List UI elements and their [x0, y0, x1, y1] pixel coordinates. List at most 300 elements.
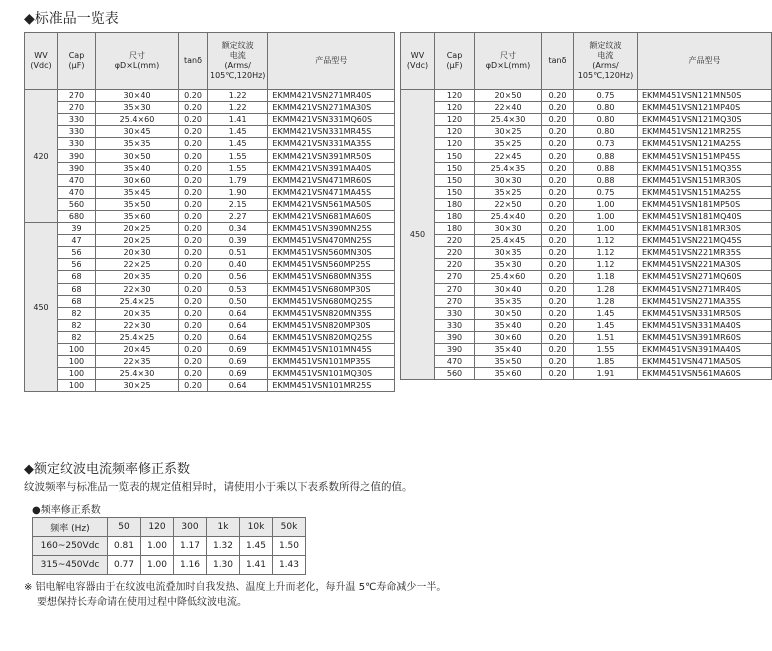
ripple-cell: 1.00 [574, 198, 638, 210]
cap-cell: 68 [58, 283, 96, 295]
model-cell: EKMM451VSN680MP30S [268, 283, 395, 295]
cap-cell: 680 [58, 210, 96, 222]
voltage-range-cell: 160~250Vdc [33, 537, 108, 556]
tan-cell: 0.20 [179, 90, 208, 102]
table-row [401, 368, 772, 380]
table-row [25, 186, 395, 198]
tan-cell: 0.20 [542, 368, 574, 380]
size-cell: 20×35 [96, 307, 179, 319]
tan-cell: 0.20 [542, 356, 574, 368]
table-row [25, 331, 395, 343]
table-row [25, 259, 395, 271]
tan-cell: 0.20 [542, 343, 574, 355]
size-cell: 30×60 [96, 174, 179, 186]
freq-col-header: 300 [174, 518, 207, 537]
ripple-cell: 0.50 [208, 295, 268, 307]
tan-cell: 0.20 [542, 331, 574, 343]
ripple-cell: 1.18 [574, 271, 638, 283]
model-cell: EKMM421VSN391MR50S [268, 150, 395, 162]
ripple-cell: 0.64 [208, 331, 268, 343]
model-cell: EKMM451VSN101MQ30S [268, 368, 395, 380]
tan-cell: 0.20 [179, 138, 208, 150]
cap-cell: 270 [58, 90, 96, 102]
spec-table-left [24, 32, 395, 392]
cap-cell: 330 [58, 126, 96, 138]
tan-cell: 0.20 [179, 343, 208, 355]
model-cell: EKMM451VSN391MA40S [638, 343, 772, 355]
model-cell: EKMM421VSN271MA30S [268, 102, 395, 114]
model-cell: EKMM451VSN331MA40S [638, 319, 772, 331]
tan-cell: 0.20 [179, 307, 208, 319]
size-cell: 20×25 [96, 235, 179, 247]
cap-cell: 39 [58, 223, 96, 235]
tan-cell: 0.20 [179, 368, 208, 380]
table-row [25, 271, 395, 283]
note-line-2: 要想保持长寿命请在使用过程中降低纹波电流。 [37, 597, 247, 608]
cap-cell: 180 [435, 210, 475, 222]
table-row [25, 295, 395, 307]
ripple-cell: 1.22 [208, 90, 268, 102]
freq-col-header: 1k [207, 518, 240, 537]
model-cell: EKMM451VSN221MQ45S [638, 235, 772, 247]
ripple-cell: 0.88 [574, 162, 638, 174]
model-cell: EKMM451VSN101MP35S [268, 356, 395, 368]
table-row [25, 114, 395, 126]
size-cell: 30×25 [96, 380, 179, 392]
table-row [25, 174, 395, 186]
cap-cell: 390 [435, 331, 475, 343]
model-cell: EKMM451VSN151MA25S [638, 186, 772, 198]
tan-cell: 0.20 [542, 283, 574, 295]
cap-cell: 100 [58, 343, 96, 355]
ripple-cell: 1.79 [208, 174, 268, 186]
size-cell: 35×45 [96, 186, 179, 198]
tan-cell: 0.20 [179, 150, 208, 162]
model-cell: EKMM451VSN331MR50S [638, 307, 772, 319]
ripple-cell: 1.12 [574, 259, 638, 271]
cap-cell: 150 [435, 186, 475, 198]
tan-cell: 0.20 [179, 295, 208, 307]
table-row [401, 319, 772, 331]
coefficient-cell: 0.77 [108, 556, 141, 575]
table-row [401, 186, 772, 198]
table-row [401, 247, 772, 259]
cap-cell: 82 [58, 307, 96, 319]
ripple-cell: 1.55 [208, 150, 268, 162]
tan-cell: 0.20 [542, 307, 574, 319]
size-cell: 30×30 [475, 223, 542, 235]
table-row [401, 307, 772, 319]
model-cell: EKMM451VSN101MN45S [268, 343, 395, 355]
ripple-cell: 0.69 [208, 356, 268, 368]
tan-cell: 0.20 [179, 186, 208, 198]
coefficient-cell: 1.50 [273, 537, 306, 556]
ripple-cell: 2.27 [208, 210, 268, 222]
table-row [25, 138, 395, 150]
table-row [401, 162, 772, 174]
table-row [401, 138, 772, 150]
cap-cell: 100 [58, 368, 96, 380]
cap-cell: 100 [58, 356, 96, 368]
table-row [401, 210, 772, 222]
size-cell: 22×30 [96, 283, 179, 295]
ripple-cell: 1.28 [574, 283, 638, 295]
ripple-cell: 0.34 [208, 223, 268, 235]
model-cell: EKMM421VSN331MQ60S [268, 114, 395, 126]
model-cell: EKMM451VSN121MQ30S [638, 114, 772, 126]
cap-cell: 220 [435, 247, 475, 259]
coefficient-cell: 1.43 [273, 556, 306, 575]
model-cell: EKMM451VSN560MN30S [268, 247, 395, 259]
ripple-cell: 0.75 [574, 90, 638, 102]
tan-cell: 0.20 [179, 283, 208, 295]
ripple-header: 额定纹波 电流 (Arms/ 105℃,120Hz) [208, 33, 268, 90]
size-cell: 30×50 [475, 307, 542, 319]
size-cell: 35×35 [475, 295, 542, 307]
cap-cell: 390 [58, 150, 96, 162]
ripple-cell: 1.85 [574, 356, 638, 368]
wv-cell: 450 [401, 90, 435, 380]
ripple-cell: 0.39 [208, 235, 268, 247]
tan-header: tanδ [542, 33, 574, 90]
model-cell: EKMM451VSN390MN25S [268, 223, 395, 235]
table-row [401, 126, 772, 138]
size-cell: 35×25 [475, 186, 542, 198]
coefficient-cell: 1.30 [207, 556, 240, 575]
ripple-cell: 0.64 [208, 319, 268, 331]
ripple-cell: 1.51 [574, 331, 638, 343]
table-row [25, 126, 395, 138]
size-cell: 35×60 [96, 210, 179, 222]
table-row [25, 368, 395, 380]
ripple-cell: 1.12 [574, 247, 638, 259]
section-description: 纹波频率与标准品一览表的规定值相异时，请使用小于乘以下表系数所得之值的值。 [24, 481, 413, 493]
size-cell: 25.4×30 [96, 368, 179, 380]
size-cell: 35×40 [475, 343, 542, 355]
ripple-cell: 0.69 [208, 343, 268, 355]
tan-cell: 0.20 [179, 174, 208, 186]
model-cell: EKMM451VSN820MP30S [268, 319, 395, 331]
cap-cell: 47 [58, 235, 96, 247]
model-cell: EKMM451VSN470MN25S [268, 235, 395, 247]
wv-cell: 450 [25, 223, 58, 392]
ripple-cell: 1.55 [574, 343, 638, 355]
model-cell: EKMM451VSN151MP45S [638, 150, 772, 162]
cap-cell: 120 [435, 126, 475, 138]
ripple-cell: 1.55 [208, 162, 268, 174]
ripple-cell: 1.00 [574, 223, 638, 235]
tan-cell: 0.20 [542, 235, 574, 247]
size-cell: 35×50 [96, 198, 179, 210]
table-row [401, 295, 772, 307]
model-cell: EKMM451VSN391MR60S [638, 331, 772, 343]
tan-cell: 0.20 [179, 331, 208, 343]
model-cell: EKMM451VSN221MR35S [638, 247, 772, 259]
cap-cell: 270 [435, 271, 475, 283]
tan-cell: 0.20 [179, 223, 208, 235]
model-cell: EKMM451VSN101MR25S [268, 380, 395, 392]
cap-cell: 390 [58, 162, 96, 174]
cap-cell: 68 [58, 271, 96, 283]
section-title: ◆额定纹波电流频率修正系数 [24, 462, 190, 477]
size-cell: 20×30 [96, 247, 179, 259]
size-cell: 25.4×35 [475, 162, 542, 174]
size-cell: 25.4×45 [475, 235, 542, 247]
cap-cell: 150 [435, 174, 475, 186]
note [24, 580, 446, 610]
table-row [401, 259, 772, 271]
tan-cell: 0.20 [542, 138, 574, 150]
size-cell: 25.4×60 [96, 114, 179, 126]
tan-cell: 0.20 [542, 198, 574, 210]
model-cell: EKMM421VSN681MA60S [268, 210, 395, 222]
tan-cell: 0.20 [179, 356, 208, 368]
table-row [25, 319, 395, 331]
ripple-cell: 1.00 [574, 210, 638, 222]
cap-cell: 220 [435, 259, 475, 271]
model-cell: EKMM451VSN271MA35S [638, 295, 772, 307]
ripple-cell: 0.51 [208, 247, 268, 259]
cap-cell: 180 [435, 223, 475, 235]
model-cell: EKMM421VSN331MA35S [268, 138, 395, 150]
table-row [25, 343, 395, 355]
model-cell: EKMM451VSN820MN35S [268, 307, 395, 319]
model-cell: EKMM451VSN680MQ25S [268, 295, 395, 307]
model-cell: EKMM451VSN181MQ40S [638, 210, 772, 222]
cap-cell: 330 [435, 319, 475, 331]
coefficient-cell: 1.32 [207, 537, 240, 556]
cap-cell: 120 [435, 102, 475, 114]
model-cell: EKMM451VSN151MQ35S [638, 162, 772, 174]
model-cell: EKMM421VSN331MR45S [268, 126, 395, 138]
size-cell: 35×35 [96, 138, 179, 150]
spec-table-right [400, 32, 772, 380]
ripple-header: 额定纹波 电流 (Arms/ 105℃,120Hz) [574, 33, 638, 90]
size-cell: 25.4×25 [96, 331, 179, 343]
size-cell: 30×25 [475, 126, 542, 138]
ripple-cell: 1.12 [574, 235, 638, 247]
cap-cell: 56 [58, 259, 96, 271]
ripple-cell: 1.45 [208, 126, 268, 138]
model-cell: EKMM451VSN181MP50S [638, 198, 772, 210]
table-row [25, 150, 395, 162]
ripple-cell: 0.40 [208, 259, 268, 271]
table-row [401, 235, 772, 247]
ripple-cell: 1.22 [208, 102, 268, 114]
size-cell: 25.4×30 [475, 114, 542, 126]
tan-cell: 0.20 [542, 223, 574, 235]
table-row [25, 102, 395, 114]
freq-row [33, 556, 306, 575]
freq-label-header: 频率 (Hz) [33, 518, 108, 537]
size-header: 尺寸 φD×L(mm) [475, 33, 542, 90]
tan-header: tanδ [179, 33, 208, 90]
cap-cell: 270 [58, 102, 96, 114]
ripple-cell: 1.91 [574, 368, 638, 380]
size-cell: 22×40 [475, 102, 542, 114]
table-row [401, 174, 772, 186]
size-cell: 20×25 [96, 223, 179, 235]
cap-cell: 390 [435, 343, 475, 355]
size-cell: 35×40 [475, 319, 542, 331]
cap-cell: 120 [435, 114, 475, 126]
freq-header-row [33, 518, 306, 537]
coefficient-cell: 1.41 [240, 556, 273, 575]
size-cell: 35×30 [96, 102, 179, 114]
size-cell: 35×40 [96, 162, 179, 174]
table-row [401, 90, 772, 102]
cap-cell: 330 [435, 307, 475, 319]
size-cell: 22×30 [96, 319, 179, 331]
size-cell: 35×25 [475, 138, 542, 150]
frequency-table [32, 517, 306, 575]
ripple-cell: 0.64 [208, 307, 268, 319]
ripple-cell: 0.56 [208, 271, 268, 283]
wv-header: WV (Vdc) [401, 33, 435, 90]
tan-cell: 0.20 [542, 186, 574, 198]
size-cell: 35×50 [475, 356, 542, 368]
ripple-cell: 1.90 [208, 186, 268, 198]
wv-header: WV (Vdc) [25, 33, 58, 90]
table-row [25, 247, 395, 259]
cap-cell: 180 [435, 198, 475, 210]
note-line-1: ※ 铝电解电容器由于在纹波电流叠加时自我发热、温度上升而老化，每升温 5℃寿命减少一半。 [24, 582, 447, 593]
model-cell: EKMM451VSN560MP25S [268, 259, 395, 271]
cap-cell: 150 [435, 162, 475, 174]
model-cell: EKMM451VSN121MR25S [638, 126, 772, 138]
ripple-cell: 0.69 [208, 368, 268, 380]
table-row [401, 283, 772, 295]
tan-cell: 0.20 [179, 162, 208, 174]
cap-cell: 470 [435, 356, 475, 368]
table-row [401, 331, 772, 343]
model-cell: EKMM421VSN471MA45S [268, 186, 395, 198]
table-row [401, 343, 772, 355]
table-row [401, 114, 772, 126]
model-cell: EKMM451VSN820MQ25S [268, 331, 395, 343]
tan-cell: 0.20 [179, 271, 208, 283]
size-cell: 20×35 [96, 271, 179, 283]
tan-cell: 0.20 [179, 247, 208, 259]
model-cell: EKMM451VSN121MA25S [638, 138, 772, 150]
model-cell: EKMM421VSN561MA50S [268, 198, 395, 210]
freq-col-header: 50 [108, 518, 141, 537]
tan-cell: 0.20 [542, 114, 574, 126]
tan-cell: 0.20 [179, 114, 208, 126]
tan-cell: 0.20 [542, 150, 574, 162]
table-header-row [401, 33, 772, 90]
table-row [25, 198, 395, 210]
table-header-row [25, 33, 395, 90]
model-cell: EKMM451VSN151MR30S [638, 174, 772, 186]
size-cell: 30×30 [475, 174, 542, 186]
cap-cell: 470 [58, 186, 96, 198]
cap-cell: 120 [435, 90, 475, 102]
size-cell: 30×40 [475, 283, 542, 295]
size-cell: 35×60 [475, 368, 542, 380]
tan-cell: 0.20 [542, 174, 574, 186]
size-cell: 22×50 [475, 198, 542, 210]
tan-cell: 0.20 [179, 102, 208, 114]
model-cell: EKMM451VSN271MQ60S [638, 271, 772, 283]
tan-cell: 0.20 [179, 259, 208, 271]
size-cell: 30×40 [96, 90, 179, 102]
cap-cell: 82 [58, 319, 96, 331]
cap-cell: 68 [58, 295, 96, 307]
cap-cell: 330 [58, 114, 96, 126]
model-cell: EKMM421VSN391MA40S [268, 162, 395, 174]
cap-header: Cap (μF) [435, 33, 475, 90]
cap-cell: 220 [435, 235, 475, 247]
size-cell: 20×45 [96, 343, 179, 355]
tan-cell: 0.20 [179, 235, 208, 247]
tan-cell: 0.20 [179, 198, 208, 210]
coefficient-cell: 1.17 [174, 537, 207, 556]
ripple-cell: 0.88 [574, 174, 638, 186]
table-row [401, 102, 772, 114]
table-row [401, 198, 772, 210]
coefficient-cell: 1.00 [141, 537, 174, 556]
tan-cell: 0.20 [542, 102, 574, 114]
model-cell: EKMM421VSN271MR40S [268, 90, 395, 102]
table-row [25, 90, 395, 102]
cap-cell: 270 [435, 283, 475, 295]
ripple-cell: 0.80 [574, 126, 638, 138]
freq-row [33, 537, 306, 556]
size-cell: 22×45 [475, 150, 542, 162]
tan-cell: 0.20 [542, 247, 574, 259]
wv-cell: 420 [25, 90, 58, 223]
ripple-cell: 0.75 [574, 186, 638, 198]
subsection-title: ●频率修正系数 [32, 505, 101, 516]
tan-cell: 0.20 [542, 210, 574, 222]
coefficient-cell: 0.81 [108, 537, 141, 556]
size-cell: 25.4×40 [475, 210, 542, 222]
model-cell: EKMM451VSN680MN35S [268, 271, 395, 283]
model-cell: EKMM451VSN121MP40S [638, 102, 772, 114]
freq-col-header: 10k [240, 518, 273, 537]
model-cell: EKMM451VSN561MA60S [638, 368, 772, 380]
ripple-cell: 0.80 [574, 102, 638, 114]
model-cell: EKMM451VSN221MA30S [638, 259, 772, 271]
model-header: 产品型号 [268, 33, 395, 90]
table-row [401, 223, 772, 235]
cap-cell: 82 [58, 331, 96, 343]
tan-cell: 0.20 [179, 210, 208, 222]
model-cell: EKMM451VSN121MN50S [638, 90, 772, 102]
table-row [25, 307, 395, 319]
table-row [25, 210, 395, 222]
ripple-cell: 1.45 [574, 319, 638, 331]
model-header: 产品型号 [638, 33, 772, 90]
cap-cell: 330 [58, 138, 96, 150]
size-cell: 30×35 [475, 247, 542, 259]
table-row [401, 271, 772, 283]
freq-col-header: 120 [141, 518, 174, 537]
ripple-cell: 0.64 [208, 380, 268, 392]
size-cell: 22×35 [96, 356, 179, 368]
table-row [25, 283, 395, 295]
cap-cell: 100 [58, 380, 96, 392]
table-row [25, 235, 395, 247]
coefficient-cell: 1.45 [240, 537, 273, 556]
freq-col-header: 50k [273, 518, 306, 537]
size-cell: 20×50 [475, 90, 542, 102]
size-cell: 35×30 [475, 259, 542, 271]
table-row [401, 150, 772, 162]
size-cell: 22×25 [96, 259, 179, 271]
table-row [25, 162, 395, 174]
